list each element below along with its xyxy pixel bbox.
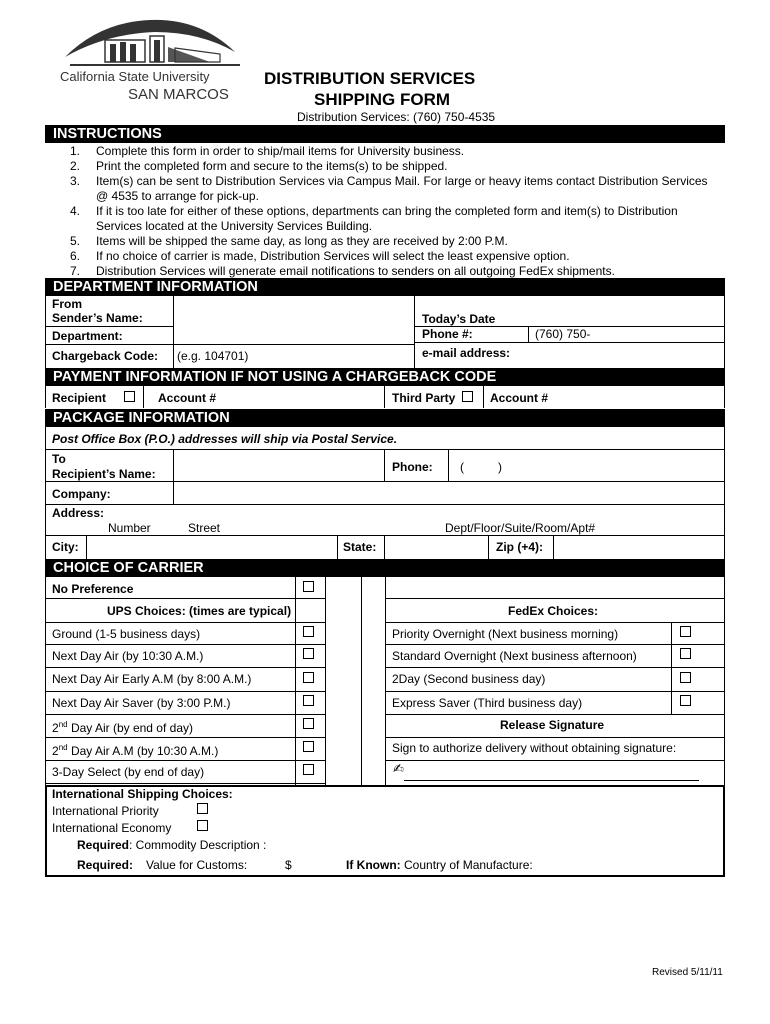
ups-option-next-day-air: Next Day Air (by 10:30 A.M.) <box>52 649 204 663</box>
instruction-item <box>70 264 720 279</box>
recipient-pay-label: Recipient <box>52 391 107 405</box>
sender-label: Sender’s Name: <box>52 311 143 325</box>
recipient-label: Recipient’s Name: <box>52 467 156 481</box>
company-label: Company: <box>52 487 111 501</box>
ups-option-2nd-day <box>52 718 193 735</box>
third-party-label: Third Party <box>392 391 456 405</box>
release-signature-text: Sign to authorize delivery without obtaining signature: <box>392 741 677 755</box>
instruction-item <box>70 204 720 234</box>
state-label: State: <box>343 540 377 554</box>
fedex-option-express-saver: Express Saver (Third business day) <box>392 696 583 710</box>
ups-2nd-day-sup: nd <box>58 720 68 729</box>
department-heading: DEPARTMENT INFORMATION <box>45 278 725 296</box>
logo-graphic <box>60 12 250 72</box>
customs-text: Value for Customs: <box>146 858 248 872</box>
customs-dollar: $ <box>285 858 292 872</box>
dept-phone-value[interactable]: (760) 750- <box>535 327 591 341</box>
ups-saver-checkbox[interactable] <box>303 695 314 706</box>
commodity-required-label: Required <box>77 838 130 852</box>
intl-priority-checkbox[interactable] <box>197 803 208 814</box>
fedex-2day-checkbox[interactable] <box>680 672 691 683</box>
ups-option-2nd-day-am <box>52 741 218 758</box>
to-label: To <box>52 452 66 466</box>
instruction-text: Complete this form in order to ship/mail items for University business. <box>96 144 465 158</box>
manufacture-text: Country of Manufacture: <box>404 858 533 872</box>
instruction-number: 6. <box>70 249 81 263</box>
company-field[interactable] <box>175 483 722 503</box>
address-number: Number <box>108 521 151 535</box>
email-label: e-mail address: <box>422 346 511 360</box>
po-box-note: Post Office Box (P.O.) addresses will ship via Postal Service. <box>52 432 398 446</box>
fedex-priority-checkbox[interactable] <box>680 626 691 637</box>
department-field[interactable] <box>175 328 412 343</box>
instruction-number: 4. <box>70 204 81 218</box>
instruction-number: 2. <box>70 159 81 173</box>
instruction-text: Print the completed form and secure to the items(s) to be shipped. <box>96 159 448 173</box>
instruction-number: 3. <box>70 174 81 188</box>
instruction-number: 5. <box>70 234 81 248</box>
account1-label: Account # <box>158 391 217 405</box>
address-dept: Dept/Floor/Suite/Room/Apt# <box>445 521 596 535</box>
if-known-label: If Known: <box>346 858 401 872</box>
ups-option-3-day: 3-Day Select (by end of day) <box>52 765 205 779</box>
chargeback-label: Chargeback Code: <box>52 349 159 363</box>
instruction-item <box>70 159 720 174</box>
form-title-2: SHIPPING FORM <box>314 90 451 109</box>
instructions-list <box>70 144 720 279</box>
ups-option-ground: Ground (1-5 business days) <box>52 627 201 641</box>
revised-date: Revised 5/11/11 <box>652 967 723 978</box>
intl-priority-label: International Priority <box>52 804 159 818</box>
release-signature-title: Release Signature <box>500 718 605 732</box>
ups-2nd-day-num: 2 <box>52 721 59 735</box>
fedex-option-standard: Standard Overnight (Next business afternoon) <box>392 649 637 663</box>
commodity-row <box>77 838 266 852</box>
ups-option-early-am: Next Day Air Early A.M (by 8:00 A.M.) <box>52 672 252 686</box>
ups-2nd-day-checkbox[interactable] <box>303 718 314 729</box>
instruction-item <box>70 234 720 249</box>
instruction-text: If it is too late for either of these options, departments can bring the completed form and item(s) to Distribution Services located at the University Services Building. <box>96 204 678 233</box>
signature-pen-icon: ✍ <box>393 762 404 777</box>
email-field[interactable] <box>530 344 722 366</box>
ups-early-am-checkbox[interactable] <box>303 672 314 683</box>
instruction-number: 1. <box>70 144 81 158</box>
commodity-field[interactable] <box>285 836 715 854</box>
ups-2nd-day-text: Day Air (by end of day) <box>70 721 193 735</box>
manufacture-row <box>346 858 533 872</box>
instruction-item <box>70 249 720 264</box>
payment-heading: PAYMENT INFORMATION IF NOT USING A CHARGEBACK CODE <box>45 368 725 386</box>
recipient-pay-checkbox[interactable] <box>124 391 135 402</box>
instruction-text: Items will be shipped the same day, as long as they are received by 2:00 P.M. <box>96 234 508 248</box>
commodity-text: : Commodity Description : <box>129 838 267 852</box>
fedex-option-2day: 2Day (Second business day) <box>392 672 546 686</box>
dept-phone-label: Phone #: <box>422 327 473 341</box>
third-party-checkbox[interactable] <box>462 391 473 402</box>
ups-2nd-day-am-num: 2 <box>52 744 59 758</box>
instruction-item <box>70 174 720 204</box>
ups-ground-checkbox[interactable] <box>303 626 314 637</box>
phone-paren-open: ( <box>460 460 464 474</box>
no-preference-label: No Preference <box>52 582 134 596</box>
date-field[interactable] <box>530 298 722 325</box>
instruction-text: Distribution Services will generate email notifications to senders on all outgoing FedEx shipments. <box>96 264 615 278</box>
city-field[interactable] <box>88 537 335 557</box>
instruction-number: 7. <box>70 264 81 278</box>
form-title-1: DISTRIBUTION SERVICES <box>264 69 476 88</box>
intl-economy-label: International Economy <box>52 821 172 835</box>
account2-label: Account # <box>490 391 549 405</box>
department-label: Department: <box>52 329 123 343</box>
customs-value-field[interactable] <box>296 856 341 874</box>
instructions-heading: INSTRUCTIONS <box>45 125 725 143</box>
intl-title: International Shipping Choices: <box>52 787 233 801</box>
zip-field[interactable] <box>555 537 722 557</box>
instruction-text: Item(s) can be sent to Distribution Services via Campus Mail. For large or heavy items contact Distribution Services @ 4535 to arrange for pick-up. <box>96 174 708 203</box>
recipient-phone-field[interactable] <box>450 451 722 479</box>
zip-label: Zip (+4): <box>496 540 543 554</box>
logo-line2: SAN MARCOS <box>128 86 229 103</box>
chargeback-hint[interactable]: (e.g. 104701) <box>177 349 249 363</box>
signature-field[interactable] <box>406 762 699 780</box>
ups-2nd-day-am-sup: nd <box>58 743 68 752</box>
fedex-standard-checkbox[interactable] <box>680 648 691 659</box>
sender-field[interactable] <box>175 298 412 324</box>
instruction-item <box>70 144 720 159</box>
ups-2nd-day-am-text: Day Air A.M (by 10:30 A.M.) <box>70 744 219 758</box>
intl-economy-checkbox[interactable] <box>197 820 208 831</box>
from-label: From <box>52 297 82 311</box>
recipient-field[interactable] <box>175 451 382 479</box>
ups-3-day-checkbox[interactable] <box>303 764 314 775</box>
ups-title: UPS Choices: (times are typical) <box>107 604 292 618</box>
recipient-phone-label: Phone: <box>392 460 433 474</box>
header-phone: Distribution Services: (760) 750-4535 <box>297 110 496 124</box>
ups-option-saver: Next Day Air Saver (by 3:00 P.M.) <box>52 696 231 710</box>
address-label: Address: <box>52 506 105 520</box>
carrier-heading: CHOICE OF CARRIER <box>45 559 725 577</box>
phone-paren-close: ) <box>498 460 502 474</box>
fedex-title: FedEx Choices: <box>508 604 599 618</box>
instruction-text: If no choice of carrier is made, Distribution Services will select the least expensive option. <box>96 249 570 263</box>
date-label: Today’s Date <box>422 312 496 326</box>
ups-next-day-air-checkbox[interactable] <box>303 648 314 659</box>
no-preference-checkbox[interactable] <box>303 581 314 592</box>
csusm-logo <box>60 12 250 107</box>
fedex-express-saver-checkbox[interactable] <box>680 695 691 706</box>
package-heading: PACKAGE INFORMATION <box>45 409 725 427</box>
logo-line1: California State University <box>60 69 210 84</box>
manufacture-field[interactable] <box>546 856 716 874</box>
fedex-option-priority: Priority Overnight (Next business morning) <box>392 627 619 641</box>
customs-required-label: Required: <box>77 858 134 872</box>
address-street: Street <box>188 521 221 535</box>
ups-2nd-day-am-checkbox[interactable] <box>303 741 314 752</box>
state-field[interactable] <box>386 537 486 557</box>
city-label: City: <box>52 540 79 554</box>
